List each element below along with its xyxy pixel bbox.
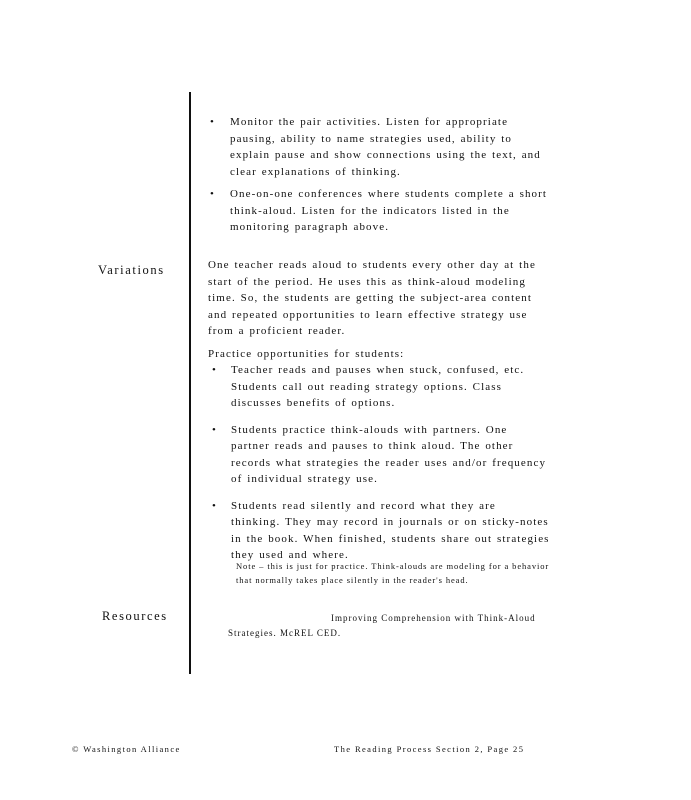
bullet-icon: • (210, 116, 215, 128)
practice-note: Note – this is just for practice. Think-alouds are modeling for a behavior that normally takes place silently in the reader's head. (236, 561, 550, 585)
bullet-text: Students read silently and record what they are thinking. They may record in journals or on sticky-notes in the book. When finished, students share out strategies they used and where. (231, 499, 550, 561)
monitoring-bullet-list (210, 114, 550, 242)
resource-source: Strategies. McREL CED. (228, 628, 342, 638)
list-item (212, 498, 550, 564)
vertical-divider (189, 92, 191, 674)
resources-label: Resources (102, 609, 168, 623)
bullet-text: Monitor the pair activities. Listen for appropriate pausing, ability to name strategies used, ability to explain pause and show connections using the text, and clear explanations of thinking. (230, 116, 541, 178)
bullet-text: Teacher reads and pauses when stuck, confused, etc. Students call out reading strategy options. Class discusses benefits of options. (231, 364, 525, 409)
list-item (212, 422, 550, 488)
list-item (210, 114, 550, 180)
bullet-icon: • (212, 423, 217, 436)
footer-copyright: © Washington Alliance (72, 744, 181, 754)
list-item (210, 186, 550, 236)
list-item (212, 362, 550, 412)
resource-citation (228, 611, 558, 641)
practice-bullet-list (212, 362, 550, 570)
bullet-icon: • (210, 188, 215, 200)
resource-title: Improving Comprehension with Think-Aloud (331, 613, 536, 623)
bullet-text: One-on-one conferences where students complete a short think-aloud. Listen for the indicators listed in the monitoring paragraph above. (230, 188, 548, 233)
practice-heading: Practice opportunities for students: (208, 347, 405, 360)
bullet-icon: • (212, 364, 217, 376)
variations-section (208, 257, 550, 368)
bullet-text: Students practice think-alouds with partners. One partner reads and pauses to think aloud. The other records what strategies the reader uses and/or frequency of individual strategy use. (231, 423, 547, 485)
variations-label: Variations (98, 263, 165, 277)
variations-paragraph: One teacher reads aloud to students every other day at the start of the period. He uses this as think-aloud modeling time. So, the students are getting the subject-area content and repeated opportunities to learn effective strategy use from a proficient reader. (208, 259, 536, 337)
footer-page-info: The Reading Process Section 2, Page 25 (334, 744, 525, 754)
bullet-icon: • (212, 499, 217, 512)
